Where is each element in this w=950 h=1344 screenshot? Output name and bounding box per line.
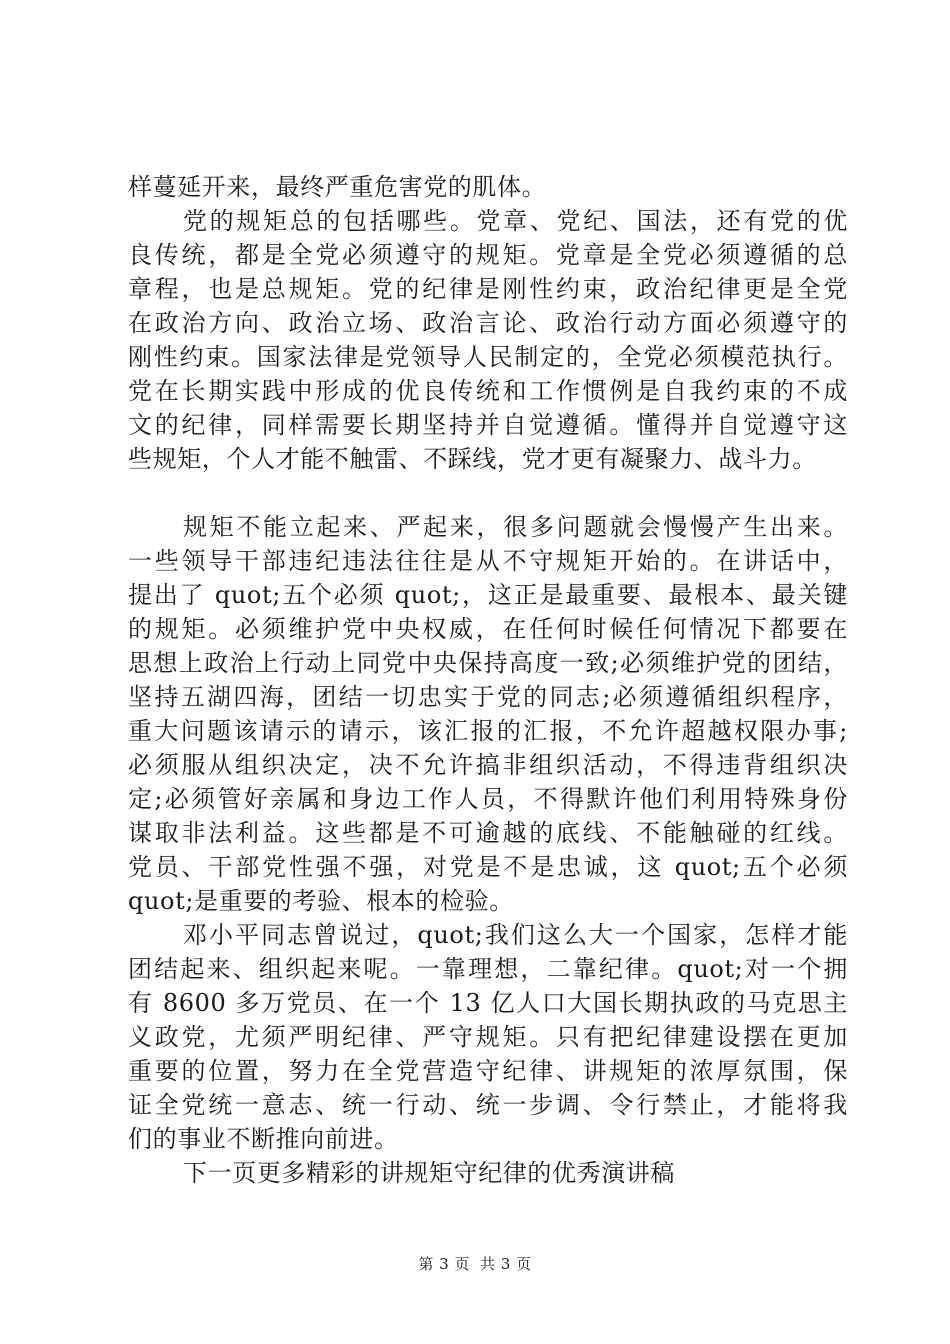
text-line: 重大问题该请示的请示，该汇报的汇报，不允许超越权限办事; bbox=[128, 717, 848, 745]
page-footer bbox=[0, 1253, 950, 1274]
text-line: 的规矩。必须维护党中央权威，在任何时候任何情况下都要在 bbox=[128, 615, 848, 643]
text-line: 邓小平同志曾说过，quot;我们这么大一个国家，怎样才能 bbox=[183, 921, 848, 949]
text-line: 坚持五湖四海，团结一切忠实于党的同志;必须遵循组织程序， bbox=[128, 683, 848, 711]
text-line: 一些领导干部违纪违法往往是从不守规矩开始的。在讲话中， bbox=[128, 547, 848, 575]
text-line: 在政治方向、政治立场、政治言论、政治行动方面必须遵守的 bbox=[128, 309, 848, 337]
text-line: 章程，也是总规矩。党的纪律是刚性约束，政治纪律更是全党 bbox=[128, 275, 848, 303]
text-line: 定;必须管好亲属和身边工作人员，不得默许他们利用特殊身份 bbox=[128, 785, 848, 813]
text-line: 提出了 quot;五个必须 quot;，这正是最重要、最根本、最关键 bbox=[128, 581, 848, 609]
text-line: 重要的位置，努力在全党营造守纪律、讲规矩的浓厚氛围，保 bbox=[128, 1057, 848, 1085]
text-line: 刚性约束。国家法律是党领导人民制定的，全党必须模范执行。 bbox=[128, 343, 848, 371]
text-line: 良传统，都是全党必须遵守的规矩。党章是全党必须遵循的总 bbox=[128, 241, 848, 269]
text-line: quot;是重要的考验、根本的检验。 bbox=[128, 887, 514, 915]
text-line: 思想上政治上行动上同党中央保持高度一致;必须维护党的团结， bbox=[128, 649, 848, 677]
text-line: 必须服从组织决定，决不允许搞非组织活动，不得违背组织决 bbox=[128, 751, 848, 779]
text-line: 党的规矩总的包括哪些。党章、党纪、国法，还有党的优 bbox=[183, 207, 848, 235]
text-line: 谋取非法利益。这些都是不可逾越的底线、不能触碰的红线。 bbox=[128, 819, 848, 847]
paragraph bbox=[128, 204, 848, 476]
paragraph bbox=[128, 510, 848, 918]
text-line: 们的事业不断推向前进。 bbox=[128, 1125, 399, 1153]
text-line: 规矩不能立起来、严起来，很多问题就会慢慢产生出来。 bbox=[183, 513, 848, 541]
document-body bbox=[128, 170, 848, 1190]
paragraph-gap bbox=[128, 476, 848, 510]
page-number: 第 3 页 bbox=[418, 1255, 470, 1273]
text-line: 些规矩，个人才能不触雷、不踩线，党才更有凝聚力、战斗力。 bbox=[128, 445, 817, 473]
text-line: 党在长期实践中形成的优良传统和工作惯例是自我约束的不成 bbox=[128, 377, 848, 405]
page-total: 共 3 页 bbox=[480, 1255, 532, 1273]
paragraph bbox=[128, 1156, 848, 1190]
paragraph bbox=[128, 918, 848, 1156]
text-line: 下一页更多精彩的讲规矩守纪律的优秀演讲稿 bbox=[183, 1159, 675, 1187]
text-line: 文的纪律，同样需要长期坚持并自觉遵循。懂得并自觉遵守这 bbox=[128, 411, 848, 439]
text-line: 义政党，尤须严明纪律、严守规矩。只有把纪律建设摆在更加 bbox=[128, 1023, 848, 1051]
text-line: 团结起来、组织起来呢。一靠理想，二靠纪律。quot;对一个拥 bbox=[128, 955, 848, 983]
text-line: 党员、干部党性强不强，对党是不是忠诚，这 quot;五个必须 bbox=[128, 853, 848, 881]
text-line: 有 8600 多万党员、在一个 13 亿人口大国长期执政的马克思主 bbox=[128, 989, 848, 1017]
paragraph bbox=[128, 170, 848, 204]
text-line: 证全党统一意志、统一行动、统一步调、令行禁止，才能将我 bbox=[128, 1091, 848, 1119]
text-line: 样蔓延开来，最终严重危害党的肌体。 bbox=[128, 173, 547, 201]
